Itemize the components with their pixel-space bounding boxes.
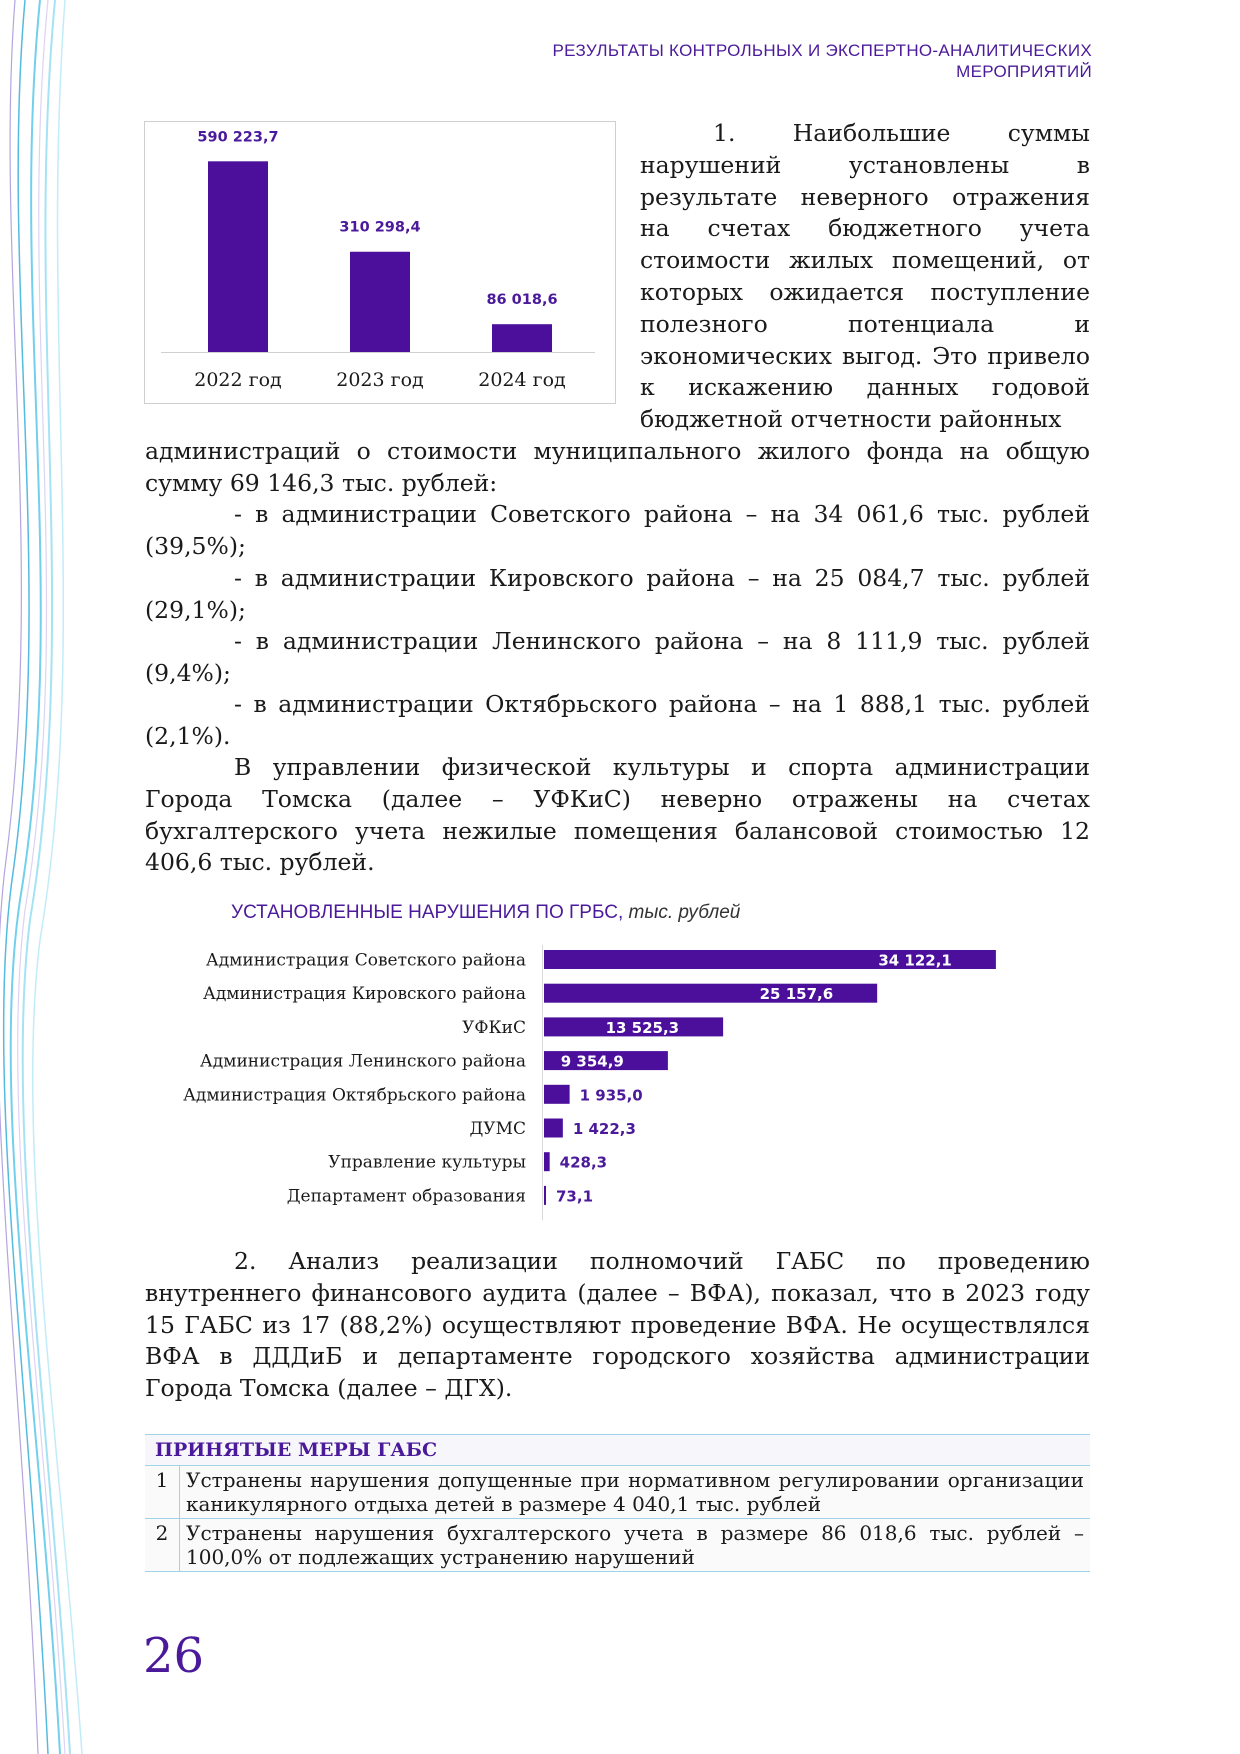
table-row <box>145 1466 1090 1519</box>
list-item: - в администрации Октябрьского района – на 1 888,1 тыс. рублей (2,1%). <box>145 690 1090 750</box>
tick-label: 2022 год <box>194 369 282 391</box>
row-text: Устранены нарушения допущенные при нормативном регулировании организации каникулярного отдыха детей в размере 4 040,1 тыс. рублей <box>180 1466 1091 1519</box>
data-label: 25 157,6 <box>759 985 834 1004</box>
header-line-1: РЕЗУЛЬТАТЫ КОНТРОЛЬНЫХ И ЭКСПЕРТНО-АНАЛИТИЧЕСКИХ <box>552 41 1092 60</box>
data-label: 34 122,1 <box>878 951 952 970</box>
measures-table <box>145 1434 1090 1572</box>
bar <box>544 1186 546 1205</box>
data-label: 310 298,4 <box>339 219 421 236</box>
row-number: 2 <box>145 1519 180 1572</box>
bar <box>544 1152 550 1171</box>
category-label: ДУМС <box>469 1119 526 1139</box>
list-item: - в администрации Кировского района – на 25 084,7 тыс. рублей (29,1%); <box>145 564 1090 624</box>
paragraph-2: В управлении физической культуры и спорта администрации Города Томска (далее – УФКиС) неверно отражены на счетах бухгалтерского учета нежилые помещения балансовой стоимостью 12 406,6 тыс. рублей. <box>145 753 1090 877</box>
bar <box>350 252 410 352</box>
category-label: Администрация Кировского района <box>202 984 526 1005</box>
bar <box>208 161 268 352</box>
chart-violations-by-year-svg <box>145 122 615 403</box>
bar <box>544 1085 570 1104</box>
category-label: Департамент образования <box>286 1186 526 1207</box>
data-label: 1 422,3 <box>572 1120 636 1138</box>
chart-title <box>231 902 740 924</box>
chart-title-unit: тыс. рублей <box>628 902 741 923</box>
data-label: 73,1 <box>556 1187 594 1206</box>
bar <box>492 324 552 352</box>
row-text: Устранены нарушения бухгалтерского учета в размере 86 018,6 тыс. рублей – 100,0% от подлежащих устранению нарушений <box>180 1519 1091 1572</box>
header-line-2: МЕРОПРИЯТИЙ <box>956 62 1092 81</box>
chart-title-text: УСТАНОВЛЕННЫЕ НАРУШЕНИЯ ПО ГРБС, <box>231 902 624 923</box>
tick-label: 2023 год <box>336 369 424 391</box>
data-label: 86 018,6 <box>486 292 558 309</box>
category-label: УФКиС <box>462 1017 526 1038</box>
measures-title: ПРИНЯТЫЕ МЕРЫ ГАБС <box>145 1435 1090 1466</box>
data-label: 13 525,3 <box>605 1018 680 1037</box>
data-label: 590 223,7 <box>197 129 279 146</box>
chart-violations-by-grbs-svg <box>140 945 1040 1225</box>
page-number: 26 <box>143 1628 205 1684</box>
paragraph-3: 2. Анализ реализации полномочий ГАБС по проведению внутреннего финансового аудита (далее – ВФА), показал, что в 2023 году 15 ГАБС из 17 (88,2%) осуществляют проведение ВФА. Не осуществлялся ВФА в ДДДиБ и департаменте городского хозяйства администрации Города Томска (далее – ДГХ). <box>145 1247 1090 1403</box>
paragraph-1-bottom: администраций о стоимости муниципального жилого фонда на общую сумму 69 146,3 тыс. рублей: <box>145 437 1090 497</box>
paragraph-1-top: 1. Наибольшие суммы нарушений установлены в результате неверного отражения на счетах бюджетного учета стоимости жилых помещений, от которых ожидается поступление полезного потенциала и экономических выгод. Это привело к искажению данных годовой бюджетной отчетности районных <box>640 119 1090 434</box>
page-header <box>553 40 1092 82</box>
data-label: 1 935,0 <box>579 1086 643 1105</box>
data-label: 428,3 <box>559 1153 608 1172</box>
category-label: Управление культуры <box>328 1152 526 1173</box>
tick-label: 2024 год <box>478 369 566 391</box>
chart-violations-by-year <box>144 121 616 404</box>
list-item: - в администрации Советского района – на 34 061,6 тыс. рублей (39,5%); <box>145 500 1090 560</box>
table-row <box>145 1519 1090 1572</box>
decorative-wave <box>0 0 90 1754</box>
list-item: - в администрации Ленинского района – на 8 111,9 тыс. рублей (9,4%); <box>145 627 1090 687</box>
category-label: Администрация Ленинского района <box>199 1051 526 1072</box>
category-label: Администрация Советского района <box>205 950 526 971</box>
category-label: Администрация Октябрьского района <box>183 1085 526 1106</box>
row-number: 1 <box>145 1466 180 1519</box>
chart-violations-by-grbs <box>140 945 1040 1225</box>
bar <box>544 1119 563 1138</box>
data-label: 9 354,9 <box>560 1052 624 1071</box>
